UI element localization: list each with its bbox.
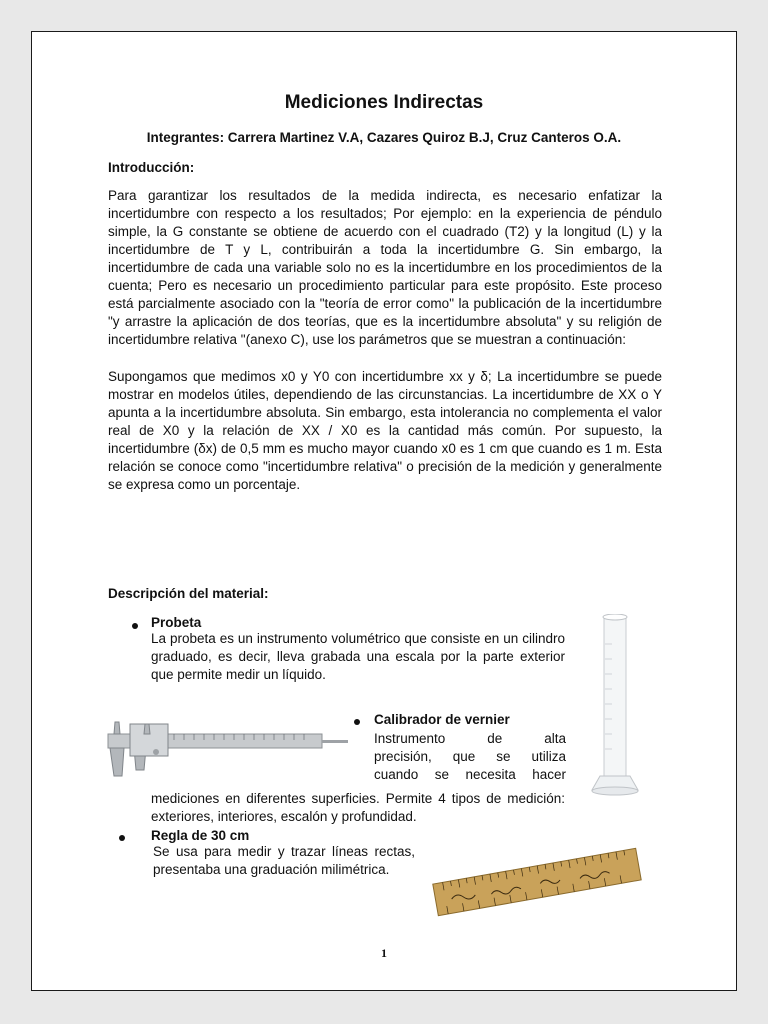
page-number: 1: [381, 946, 387, 960]
item-probeta: [151, 615, 565, 684]
item-vernier-text-line-1: Instrumento de alta: [374, 731, 566, 746]
item-probeta-text: La probeta es un instrumento volumétrico que consiste en un cilindro graduado, es decir, lleva grabada una escala por la parte exterior que permite medir un líquido.: [151, 631, 565, 682]
intro-paragraph-1: Para garantizar los resultados de la medida indirecta, es necesario enfatizar la incertidumbre con respecto a los resultados; Por ejemplo: en la experiencia de péndulo simple, la G constante se obtiene de acuerdo con el cuadrado (T2) y la longitud (L) y la incertidumbre de T y L, contribuirán a toda la incertidumbre G. Sin embargo, la incertidumbre de cada una variable solo no es la incertidumbre en los procedimientos de la cuenta; Pero es necesario un procedimiento particular para este propósito. Este proceso está parcialmente asociado con la "teoría de error como" la publicación de la incertidumbre "y arrastre la aplicación de dos teorías, que es la incertidumbre absoluta" y su religión de incertidumbre relativa "(anexo C), use los parámetros que se muestran a continuación:: [108, 188, 662, 347]
bullet-vernier: [354, 719, 360, 725]
document-page: [31, 31, 737, 991]
item-regla-title: Regla de 30 cm: [151, 828, 250, 843]
item-vernier-text-line-3: cuando se necesita hacer: [374, 767, 566, 782]
item-vernier-title: Calibrador de vernier: [374, 712, 510, 727]
document-title: Mediciones Indirectas: [284, 92, 484, 113]
authors-line: Integrantes: Carrera Martinez V.A, Cazares Quiroz B.J, Cruz Canteros O.A.: [146, 130, 622, 145]
vernier-caliper-image: [104, 718, 354, 780]
bullet-regla: [119, 835, 125, 841]
bullet-probeta: [132, 623, 138, 629]
intro-heading: Introducción:: [108, 160, 195, 175]
item-vernier-text-rest: mediciones en diferentes superficies. Permite 4 tipos de medición: exteriores, interiores, escalón y profundidad.: [151, 791, 565, 824]
graduated-cylinder-image: [588, 614, 650, 802]
intro-paragraph-2: Supongamos que medimos x0 y Y0 con incertidumbre xx y δ; La incertidumbre se puede mostrar en modelos útiles, dependiendo de las circunstancias. La incertidumbre de XX o Y apunta a la incertidumbre absoluta. Sin embargo, esta intolerancia no complementa el valor real de X0 y la relación de XX / X0 es la cantidad más común. Por supuesto, la incertidumbre (δx) de 0,5 mm es mucho mayor cuando x0 es 1 cm que cuando es 1 m. Esta relación se conoce como "incertidumbre relativa" o precisión de la medición y generalmente se expresa como un porcentaje.: [108, 369, 662, 492]
material-heading: Descripción del material:: [108, 586, 269, 601]
item-vernier-text-line-2: precisión, que se utiliza: [374, 749, 566, 764]
item-probeta-title: Probeta: [151, 615, 202, 630]
item-regla: [153, 828, 415, 879]
item-regla-text: Se usa para medir y trazar líneas rectas, presentaba una graduación milimétrica.: [153, 844, 415, 877]
wooden-ruler-image: [430, 844, 644, 920]
item-vernier-text-block: [374, 730, 566, 784]
